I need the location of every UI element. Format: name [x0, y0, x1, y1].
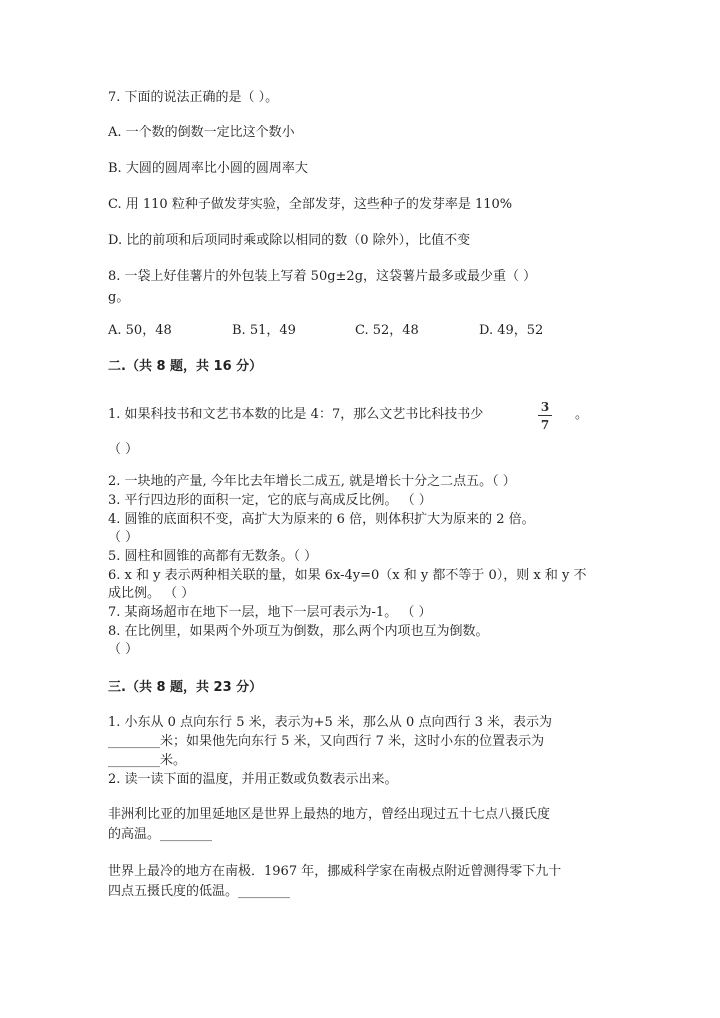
s2-q8-line2: （ ） [108, 642, 139, 657]
q7-option-b: B. 大圆的圆周率比小圆的圆周率大 [108, 161, 308, 176]
s2-q1-end: 。 [575, 407, 589, 422]
q7-option-c: C. 用 110 粒种子做发芽实验，全部发芽，这些种子的发芽率是 110% [108, 197, 513, 212]
fraction-three-sevenths [538, 400, 552, 432]
s2-q1-text: 1. 如果科技书和文艺书本数的比是 4：7，那么文艺书比科技书少 [108, 407, 484, 422]
q8-option-b: B. 51，49 [232, 323, 296, 338]
s2-q6-line2: 成比例。 （ ） [108, 586, 195, 601]
q7-option-d: D. 比的前项和后项同时乘或除以相同的数（0 除外），比值不变 [108, 233, 471, 248]
q8-stem-line2: g。 [108, 290, 130, 305]
fraction-bar [538, 415, 552, 416]
s2-q2: 2. 一块地的产量, 今年比去年增长二成五, 就是增长十分之二点五。（ ） [108, 474, 516, 489]
s2-q6-line1: 6. x 和 y 表示两种相关联的量，如果 6x-4y=0（x 和 y 都不等于 0），则 x 和 y 不 [108, 568, 587, 583]
s2-q3: 3. 平行四边形的面积一定，它的底与高成反比例。 （ ） [108, 493, 432, 508]
q7-option-a: A. 一个数的倒数一定比这个数小 [108, 125, 295, 140]
q8-stem-line1: 8. 一袋上好佳薯片的外包装上写着 50g±2g，这袋薯片最多或最少重（ ） [108, 269, 537, 284]
q8-option-a: A. 50，48 [108, 323, 172, 338]
fraction-numerator: 3 [540, 400, 550, 414]
s3-q1-line3: ________米。 [108, 753, 187, 768]
s3-q1-line2: ________米；如果他先向东行 5 米，又向西行 7 米，这时小东的位置表示为 [108, 734, 545, 749]
s3-p1-line2: 的高温。________ [108, 827, 213, 842]
section3-title: 三.（共 8 题，共 23 分） [108, 680, 263, 695]
s3-q1-line1: 1. 小东从 0 点向东行 5 米，表示为+5 米，那么从 0 点向西行 3 米，表示为 [108, 715, 552, 730]
s3-p2-line1: 世界上最冷的地方在南极．1967 年，挪威科学家在南极点附近曾测得零下九十 [108, 864, 562, 879]
section2-title: 二.（共 8 题，共 16 分） [108, 359, 263, 374]
s2-q7: 7. 某商场超市在地下一层，地下一层可表示为-1。 （ ） [108, 605, 432, 620]
s2-q4-line1: 4. 圆锥的底面积不变，高扩大为原来的 6 倍，则体积扩大为原来的 2 倍。 [108, 512, 535, 527]
s3-p2-line2: 四点五摄氏度的低温。________ [108, 884, 291, 899]
q8-option-c: C. 52，48 [355, 323, 419, 338]
s3-p1-line1: 非洲利比亚的加里延地区是世界上最热的地方，曾经出现过五十七点八摄氏度 [108, 807, 551, 822]
q8-option-d: D. 49，52 [479, 323, 544, 338]
s2-q4-line2: （ ） [108, 530, 139, 545]
s3-q2: 2. 读一读下面的温度，并用正数或负数表示出来。 [108, 772, 398, 787]
s2-q1-paren: （ ） [108, 442, 139, 457]
fraction-denominator: 7 [540, 418, 550, 432]
s2-q5: 5. 圆柱和圆锥的高都有无数条。（ ） [108, 549, 318, 564]
s2-q8-line1: 8. 在比例里，如果两个外项互为倒数，那么两个内项也互为倒数。 [108, 624, 489, 639]
q7-stem: 7. 下面的说法正确的是（ ）。 [108, 90, 279, 105]
